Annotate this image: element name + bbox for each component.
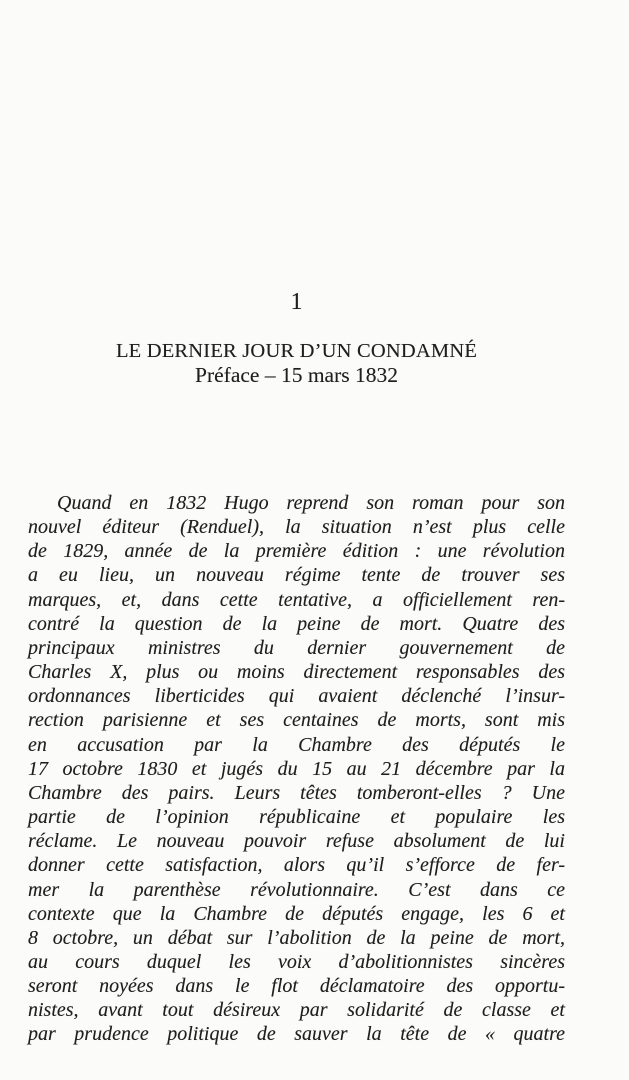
body-text-line: contré la question de la peine de mort. Quatre des xyxy=(28,612,565,635)
body-text-line: principaux ministres du dernier gouvernement de xyxy=(28,636,565,659)
body-text-line: contexte que la Chambre de députés engage, les 6 et xyxy=(28,902,565,925)
body-text-line: au cours duquel les voix d’abolitionnistes sincères xyxy=(28,950,565,973)
chapter-number: 1 xyxy=(290,289,303,315)
body-text-line: 8 octobre, un débat sur l’abolition de la peine de mort, xyxy=(28,926,565,949)
body-text-line: mer la parenthèse révolutionnaire. C’est dans ce xyxy=(28,878,565,901)
body-text-line: a eu lieu, un nouveau régime tente de trouver ses xyxy=(28,564,565,587)
body-text-line: marques, et, dans cette tentative, a officiellement ren- xyxy=(28,588,565,611)
body-text-line: seront noyées dans le flot déclamatoire des opportu- xyxy=(28,975,565,998)
body-text-line: ordonnances liberticides qui avaient déclenché l’insur- xyxy=(28,685,565,708)
body-text-line: Chambre des pairs. Leurs têtes tomberont-elles ? Une xyxy=(28,781,565,804)
body-text-line: Quand en 1832 Hugo reprend son roman pour son xyxy=(57,492,565,514)
chapter-subtitle: Préface – 15 mars 1832 xyxy=(195,363,398,387)
body-text-line: réclame. Le nouveau pouvoir refuse absolument de lui xyxy=(28,830,565,853)
chapter-title: LE DERNIER JOUR D’UN CONDAMNÉ xyxy=(115,340,478,362)
body-text-line: 17 octobre 1830 et jugés du 15 au 21 décembre par la xyxy=(28,757,565,780)
body-text-line: par prudence politique de sauver la tête de « quatre xyxy=(28,1023,565,1046)
body-text-line: en accusation par la Chambre des députés le xyxy=(28,733,565,756)
body-text-line: de 1829, année de la première édition : une révolution xyxy=(28,540,565,563)
body-text-line: donner cette satisfaction, alors qu’il s’efforce de fer- xyxy=(28,854,565,877)
body-text-line: partie de l’opinion républicaine et populaire les xyxy=(28,806,565,829)
body-text xyxy=(28,491,565,1047)
body-text-line: nistes, avant tout désireux par solidarité de classe et xyxy=(28,999,565,1022)
body-text-line: Charles X, plus ou moins directement responsables des xyxy=(28,661,565,684)
body-text-line: nouvel éditeur (Renduel), la situation n’est plus celle xyxy=(28,516,565,539)
body-text-line: rection parisienne et ses centaines de morts, sont mis xyxy=(28,709,565,732)
